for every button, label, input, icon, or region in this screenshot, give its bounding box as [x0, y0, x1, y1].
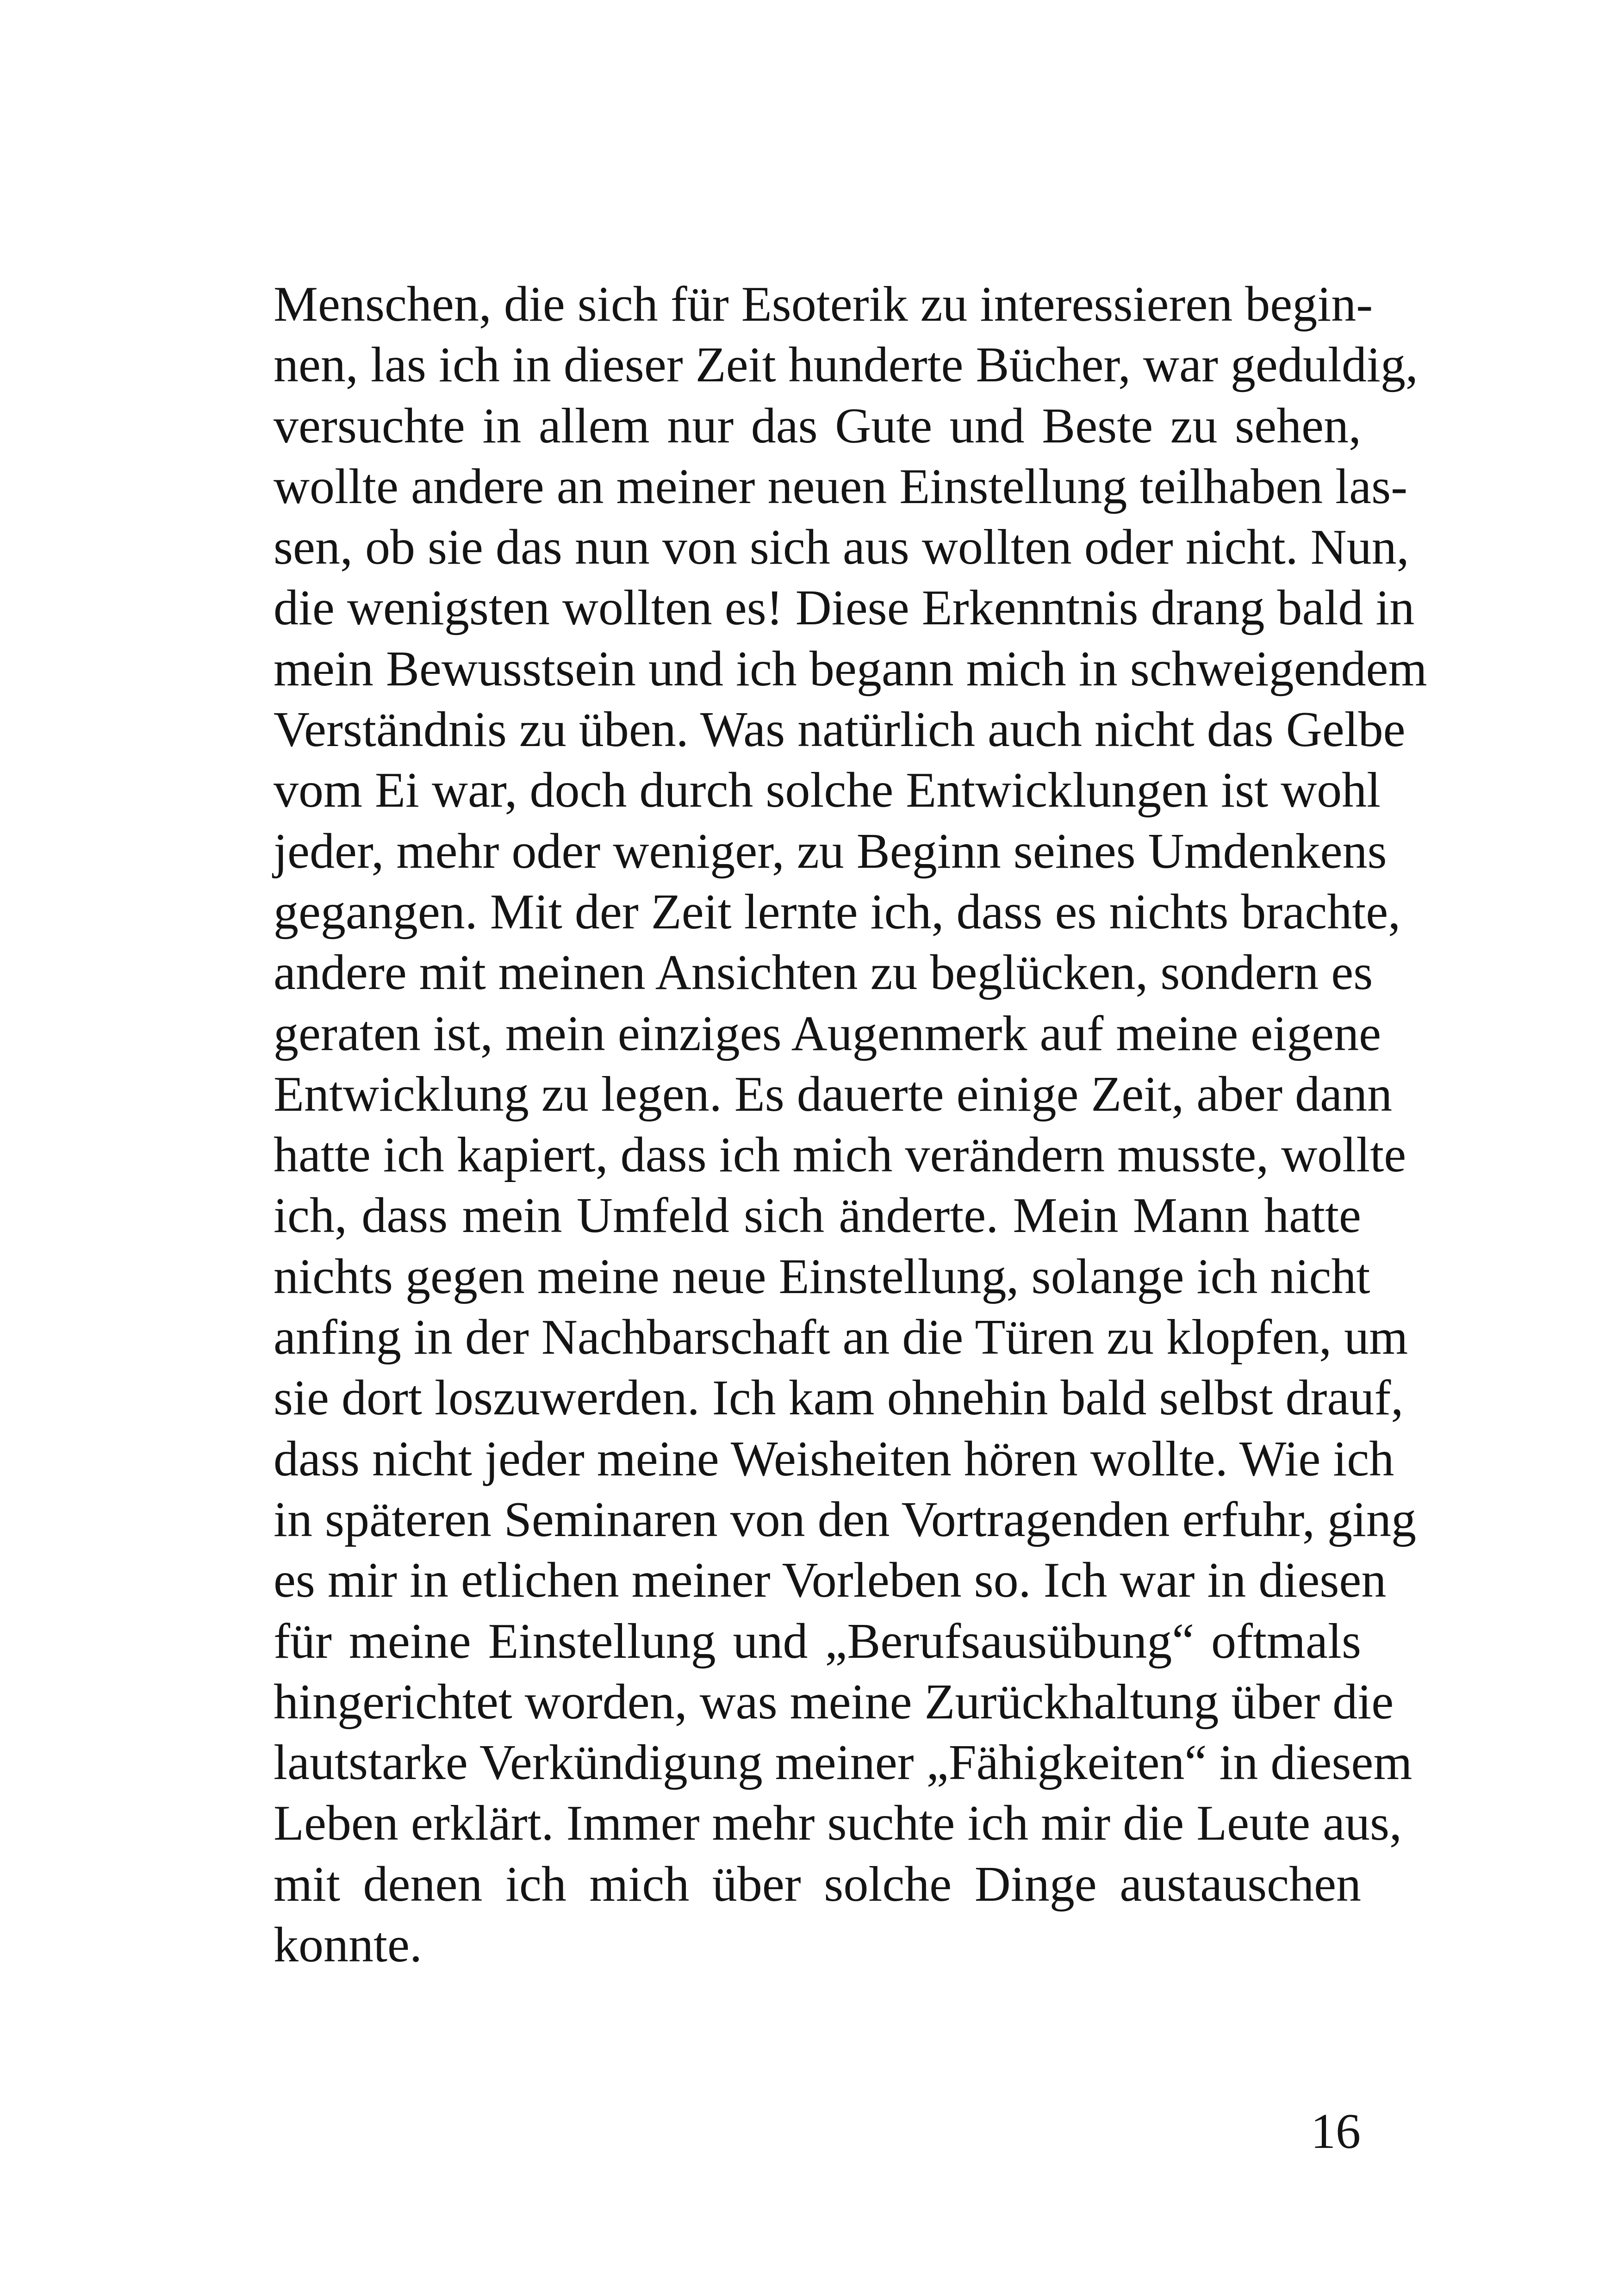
page-number: 16 [1311, 2104, 1361, 2159]
text-line: die wenigsten wollten es! Diese Erkenntnis drang bald in [274, 580, 1415, 636]
text-line: jeder, mehr oder weniger, zu Beginn seines Umdenkens [274, 823, 1387, 879]
text-line: nen, las ich in dieser Zeit hunderte Bücher, war geduldig, [274, 337, 1418, 393]
text-line: lautstarke Verkündigung meiner „Fähigkeiten“ in diesem [274, 1735, 1413, 1791]
text-line: Leben erklärt. Immer mehr suchte ich mir die Leute aus, [274, 1796, 1402, 1851]
text-line: hatte ich kapiert, dass ich mich verändern musste, wollte [274, 1127, 1406, 1183]
text-line: in späteren Seminaren von den Vortragenden erfuhr, ging [274, 1492, 1416, 1547]
text-line: dass nicht jeder meine Weisheiten hören wollte. Wie ich [274, 1431, 1394, 1487]
text-line: gegangen. Mit der Zeit lernte ich, dass es nichts brachte, [274, 884, 1401, 940]
text-line: konnte. [274, 1917, 422, 1973]
text-line: Verständnis zu üben. Was natürlich auch nicht das Gelbe [274, 702, 1406, 758]
text-line: vom Ei war, doch durch solche Entwicklungen ist wohl [274, 763, 1381, 818]
text-line: anfing in der Nachbarschaft an die Türen zu klopfen, um [274, 1310, 1408, 1365]
text-line: ich, dass mein Umfeld sich änderte. Mein Mann hatte [274, 1188, 1361, 1244]
text-line: mein Bewusstsein und ich begann mich in schweigendem [274, 641, 1427, 697]
text-line: hingerichtet worden, was meine Zurückhaltung über die [274, 1674, 1394, 1730]
text-line: Menschen, die sich für Esoterik zu interessieren begin- [274, 277, 1373, 332]
text-line: für meine Einstellung und „Berufsausübung“ oftmals [274, 1613, 1361, 1669]
text-line: Entwicklung zu legen. Es dauerte einige Zeit, aber dann [274, 1066, 1393, 1122]
text-line: es mir in etlichen meiner Vorleben so. Ich war in diesen [274, 1553, 1387, 1608]
text-line: mit denen ich mich über solche Dinge austauschen [274, 1856, 1361, 1912]
text-line: nichts gegen meine neue Einstellung, solange ich nicht [274, 1249, 1370, 1304]
body-paragraph [274, 274, 1427, 1975]
text-line: wollte andere an meiner neuen Einstellung teilhaben las- [274, 459, 1408, 514]
text-line: sie dort loszuwerden. Ich kam ohnehin bald selbst drauf, [274, 1370, 1404, 1426]
text-line: andere mit meinen Ansichten zu beglücken, sondern es [274, 945, 1373, 1001]
text-line: geraten ist, mein einziges Augenmerk auf meine eigene [274, 1006, 1382, 1061]
text-line: sen, ob sie das nun von sich aus wollten oder nicht. Nun, [274, 520, 1409, 575]
text-line: versuchte in allem nur das Gute und Beste zu sehen, [274, 398, 1361, 454]
